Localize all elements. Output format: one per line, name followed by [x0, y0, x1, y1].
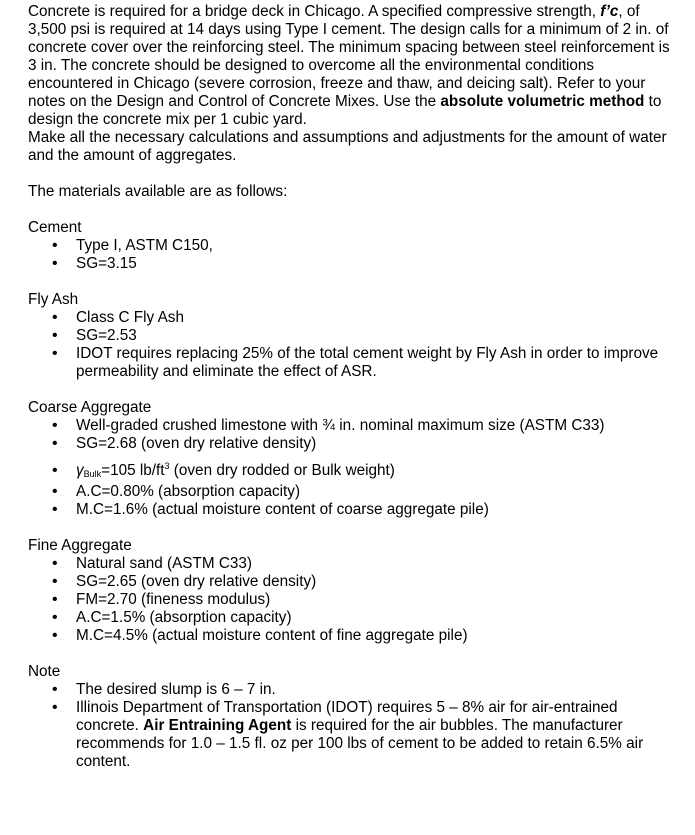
- intro-text-a: Concrete is required for a bridge deck in Chicago. A specified compressive strength,: [28, 3, 601, 20]
- note-list: [28, 681, 675, 771]
- idot-text-b: is required for the air bubbles. The manufacturer recommends for 1.0 – 1.5 fl. oz per 100 lbs of cement to be added to retain 6.5% air content.: [76, 717, 644, 770]
- bulk-weight-item: [28, 462, 675, 483]
- coarse-aggregate-title: Coarse Aggregate: [28, 399, 152, 416]
- gamma-symbol: γ: [76, 462, 84, 479]
- list-item: • The desired slump is 6 – 7 in.: [28, 681, 675, 699]
- idot-air-item: [28, 699, 675, 771]
- list-item: • SG=3.15: [28, 255, 675, 273]
- bulk-weight-note: (oven dry rodded or Bulk weight): [169, 462, 395, 479]
- cement-section: [28, 219, 675, 273]
- fly-ash-list: [28, 309, 675, 381]
- list-item: • IDOT requires replacing 25% of the total cement weight by Fly Ash in order to improve permeability and eliminate the effect of ASR.: [28, 345, 675, 381]
- fc-symbol: f’c: [600, 3, 619, 20]
- list-item: • SG=2.68 (oven dry relative density): [28, 435, 675, 453]
- fine-aggregate-list: [28, 555, 675, 645]
- list-item: • M.C=4.5% (actual moisture content of fine aggregate pile): [28, 627, 675, 645]
- unit-exponent: 3: [164, 461, 170, 471]
- instructions-paragraph: Make all the necessary calculations and assumptions and adjustments for the amount of water and the amount of aggregates.: [28, 129, 667, 164]
- note-title: Note: [28, 663, 61, 680]
- intro-paragraph: [28, 3, 675, 129]
- list-item: • FM=2.70 (fineness modulus): [28, 591, 675, 609]
- bulk-weight-value: =105 lb/ft: [101, 462, 165, 479]
- list-item: • A.C=1.5% (absorption capacity): [28, 609, 675, 627]
- list-item: • Class C Fly Ash: [28, 309, 675, 327]
- list-item: • M.C=1.6% (actual moisture content of coarse aggregate pile): [28, 501, 675, 519]
- cement-title: Cement: [28, 219, 82, 236]
- coarse-aggregate-list: [28, 417, 675, 519]
- intro-text-b: , of 3,500 psi is required at 14 days using Type I cement. The design calls for a minimum of 2 in. of concrete cover over the reinforcing steel. The minimum spacing between steel reinforcement is 3 in. The concrete should be designed to overcome all the environmental conditions encountered in Chicago (severe corrosion, freeze and thaw, and deicing salt). Refer to your notes on the Design and Control of Concrete Mixes. Use the: [28, 3, 670, 110]
- intro-text-c: to design the concrete mix per 1 cubic yard.: [28, 93, 662, 128]
- air-agent-emphasis: Air Entraining Agent: [143, 717, 292, 734]
- cement-list: [28, 237, 675, 273]
- coarse-aggregate-section: [28, 399, 675, 519]
- method-emphasis: absolute volumetric method: [440, 93, 645, 110]
- list-item: • Well-graded crushed limestone with ¾ in. nominal maximum size (ASTM C33): [28, 417, 675, 435]
- materials-heading: The materials available are as follows:: [28, 183, 288, 200]
- list-item: • SG=2.65 (oven dry relative density): [28, 573, 675, 591]
- gamma-subscript: Bulk: [83, 469, 102, 479]
- fine-aggregate-section: [28, 537, 675, 645]
- note-section: [28, 663, 675, 771]
- list-item: • SG=2.53: [28, 327, 675, 345]
- problem-statement: [28, 0, 675, 165]
- list-item: • Natural sand (ASTM C33): [28, 555, 675, 573]
- list-item: • Type I, ASTM C150,: [28, 237, 675, 255]
- idot-text-a: Illinois Department of Transportation (IDOT) requires 5 – 8% air for air-entrained concrete.: [76, 699, 618, 734]
- fine-aggregate-title: Fine Aggregate: [28, 537, 132, 554]
- list-item: • A.C=0.80% (absorption capacity): [28, 483, 675, 501]
- fly-ash-title: Fly Ash: [28, 291, 79, 308]
- fly-ash-section: [28, 291, 675, 381]
